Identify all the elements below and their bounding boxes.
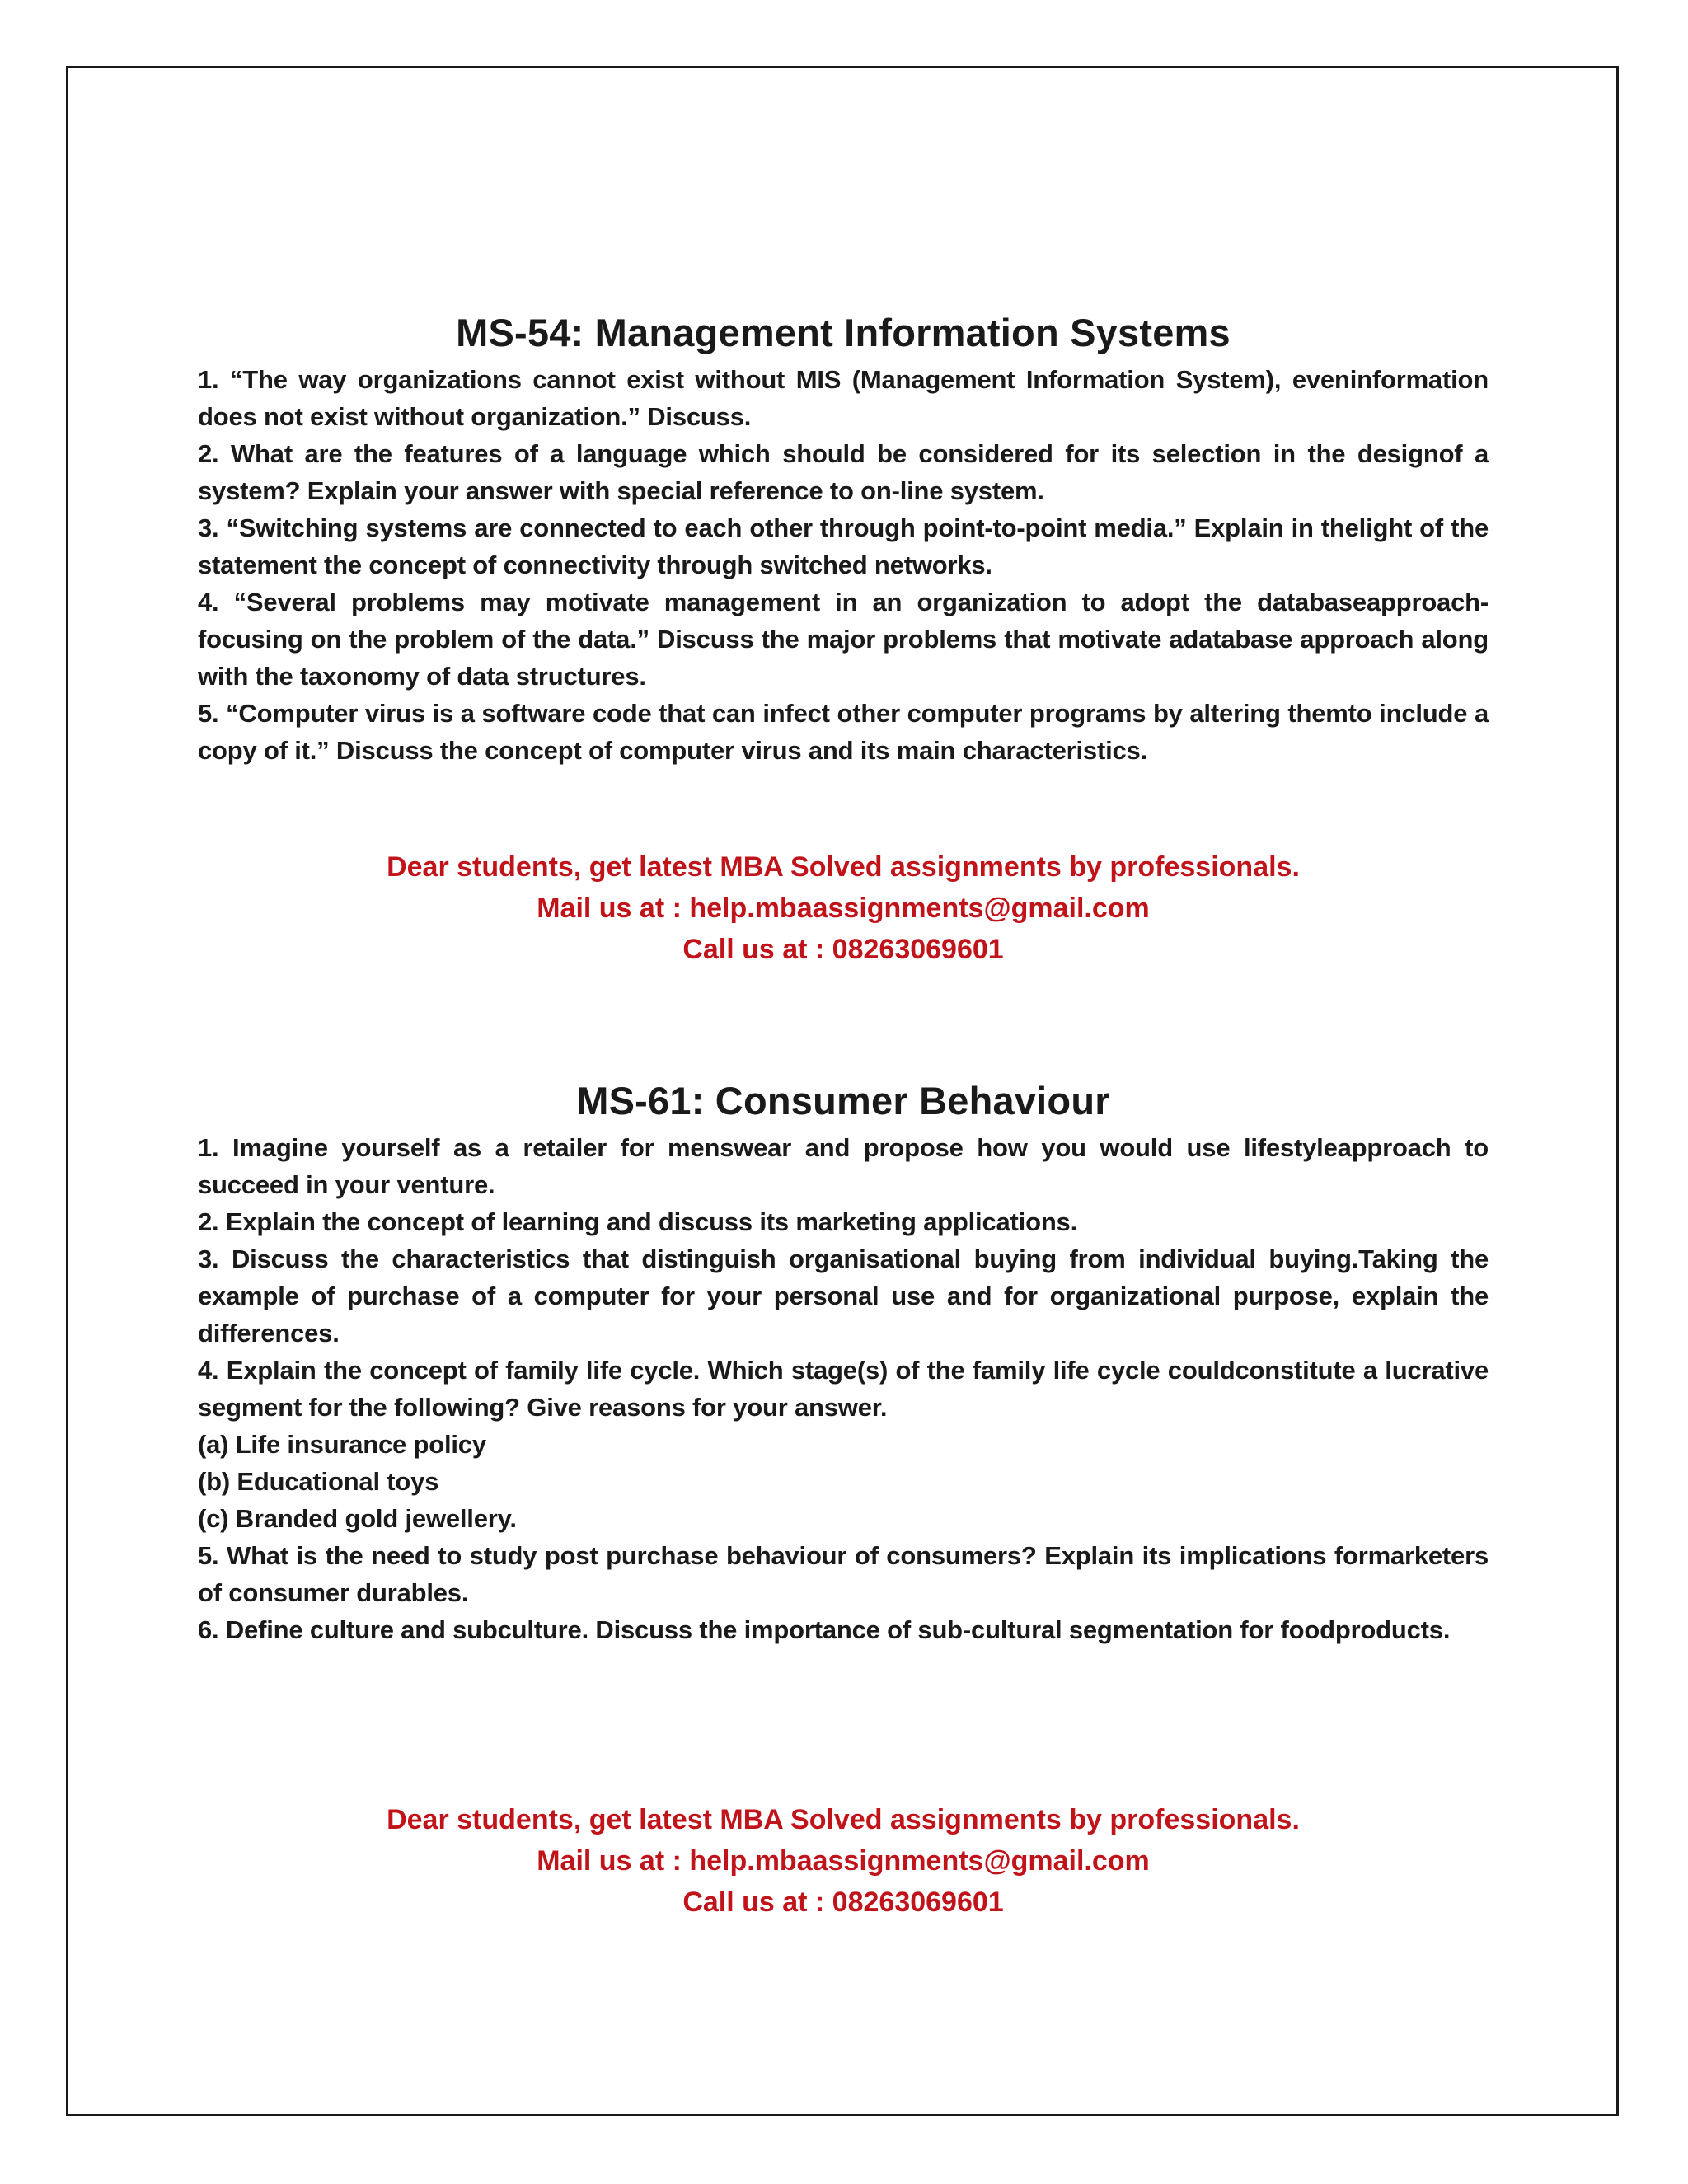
section-ms54 — [198, 307, 1489, 769]
promo-block-2 — [198, 1799, 1489, 1923]
question-item: 1. Imagine yourself as a retailer for menswear and propose how you would use lifestyleapproach to succeed in your venture. — [198, 1133, 1489, 1199]
question-list-ms61 — [198, 1129, 1489, 1648]
question-item: 5. “Computer virus is a software code that can infect other computer programs by altering themto include a copy of it.” Discuss the concept of computer virus and its main characteristics. — [198, 699, 1489, 765]
question-item: 3. Discuss the characteristics that distinguish organisational buying from individual buying.Taking the example of purchase of a computer for your personal use and for organizational purpose, explain the differences. — [198, 1244, 1489, 1347]
question-item: 2. What are the features of a language which should be considered for its selection in the designof a system? Explain your answer with special reference to on-line system. — [198, 439, 1489, 505]
promo-block-1 — [198, 846, 1489, 970]
promo-phone[interactable]: Call us at : 08263069601 — [682, 1886, 1004, 1918]
question-item: 5. What is the need to study post purchase behaviour of consumers? Explain its implications formarketers of consumer durables. — [198, 1541, 1489, 1607]
question-list-ms54 — [198, 361, 1489, 769]
question-item: 6. Define culture and subculture. Discuss the importance of sub-cultural segmentation for foodproducts. — [198, 1615, 1451, 1644]
question-item: 4. Explain the concept of family life cycle. Which stage(s) of the family life cycle couldconstitute a lucrative segment for the following? Give reasons for your answer. — [198, 1356, 1489, 1422]
question-item: 3. “Switching systems are connected to each other through point-to-point media.” Explain in thelight of the statement the concept of connectivity through switched networks. — [198, 513, 1489, 579]
promo-email[interactable]: Mail us at : help.mbaassignments@gmail.com — [537, 893, 1150, 924]
section-ms61 — [198, 1075, 1489, 1648]
section-title-ms54: MS-54: Management Information Systems — [456, 311, 1231, 354]
promo-headline: Dear students, get latest MBA Solved assignments by professionals. — [387, 1804, 1300, 1835]
question-item: 1. “The way organizations cannot exist without MIS (Management Information System), eveninformation does not exist without organization.” Discuss. — [198, 365, 1489, 431]
question-item: 4. “Several problems may motivate management in an organization to adopt the databaseapproach-focusing on the problem of the data.” Discuss the major problems that motivate adatabase approach along with the taxonomy of data structures. — [198, 588, 1489, 691]
promo-headline: Dear students, get latest MBA Solved assignments by professionals. — [387, 851, 1300, 883]
question-item: 2. Explain the concept of learning and discuss its marketing applications. — [198, 1207, 1078, 1236]
section-title-ms61: MS-61: Consumer Behaviour — [576, 1079, 1110, 1122]
question-subitem: (a) Life insurance policy — [198, 1430, 486, 1459]
question-subitem: (c) Branded gold jewellery. — [198, 1504, 517, 1533]
promo-email[interactable]: Mail us at : help.mbaassignments@gmail.com — [537, 1845, 1150, 1877]
promo-phone[interactable]: Call us at : 08263069601 — [682, 934, 1004, 965]
question-subitem: (b) Educational toys — [198, 1467, 439, 1496]
